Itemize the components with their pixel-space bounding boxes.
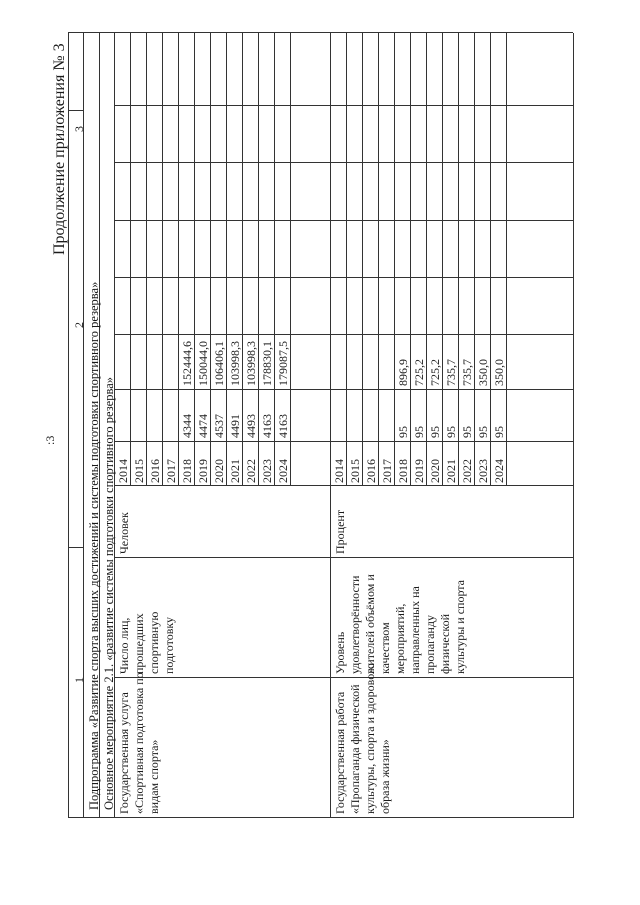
value-cell: 4344	[180, 414, 194, 438]
table-border-left	[68, 817, 573, 818]
col-line-extra	[330, 162, 573, 163]
table-border-top	[68, 33, 69, 818]
col-line-unit	[330, 557, 573, 558]
indicator-name-line: качеством	[378, 622, 392, 674]
col-line-indicator	[114, 677, 330, 678]
indicator-name-line: Уровень	[333, 631, 347, 674]
value-cell: 95	[492, 426, 506, 438]
year-cell: 2023	[476, 459, 490, 483]
year-row-line	[490, 33, 491, 486]
column-number-2: 2	[72, 322, 86, 328]
finance-cell: 350,0	[492, 359, 506, 386]
col-line-extra	[330, 220, 573, 221]
year-cell: 2014	[116, 459, 130, 483]
year-row-line	[426, 33, 427, 486]
value-cell: 4163	[276, 414, 290, 438]
year-cell: 2019	[196, 459, 210, 483]
year-cell: 2023	[260, 459, 274, 483]
header-row-line	[83, 33, 84, 818]
finance-cell: 106406,1	[212, 341, 226, 386]
year-row-line	[410, 33, 411, 486]
year-row-line	[162, 33, 163, 486]
finance-cell: 350,0	[476, 359, 490, 386]
finance-cell: 150044,0	[196, 341, 210, 386]
indicator-name-line: прошедших	[132, 613, 146, 674]
finance-cell: 179087,5	[276, 341, 290, 386]
year-row-line	[194, 33, 195, 486]
year-row-line	[146, 33, 147, 486]
indicator-name-line: спортивную	[147, 611, 161, 674]
year-row-line	[258, 33, 259, 486]
year-cell: 2017	[164, 459, 178, 483]
finance-cell: 735,7	[444, 359, 458, 386]
finance-cell: 103998,3	[244, 341, 258, 386]
indicator-name-line: жителей объёмом и	[363, 574, 377, 674]
column-number-1: 1	[72, 677, 86, 683]
value-cell: 95	[444, 426, 458, 438]
finance-cell: 725,2	[428, 359, 442, 386]
header-col-sep	[68, 110, 83, 111]
year-row-line	[130, 33, 131, 486]
indicator-name-line: мероприятий,	[393, 603, 407, 674]
col-line-extra	[330, 334, 573, 335]
service-name-line: «Пропаганда физической	[348, 684, 362, 814]
col-line-finance	[330, 389, 573, 390]
year-cell: 2021	[228, 459, 242, 483]
year-row-line	[378, 33, 379, 486]
table-border-right	[68, 32, 573, 33]
subprogram-title: Подпрограмма «Развитие спорта высших достижений и системы подготовки спортивного резерва»	[87, 281, 101, 810]
year-cell: 2018	[180, 459, 194, 483]
indicator-name-line: пропаганду	[423, 615, 437, 674]
value-cell: 95	[476, 426, 490, 438]
value-cell: 95	[428, 426, 442, 438]
value-cell: 95	[460, 426, 474, 438]
year-row-line	[362, 33, 363, 486]
year-cell: 2014	[332, 459, 346, 483]
finance-cell: 152444,6	[180, 341, 194, 386]
indicator-name-line: удовлетворённости	[348, 575, 362, 674]
service-name-line: образа жизни»	[378, 739, 392, 814]
year-row-line	[506, 33, 507, 486]
service-name-line: Государственная услуга	[117, 692, 131, 814]
col-line-value	[330, 441, 573, 442]
year-row-line	[210, 33, 211, 486]
year-row-line	[242, 33, 243, 486]
year-row-line	[226, 33, 227, 486]
year-row-line	[274, 33, 275, 486]
service-name-line: «Спортивная подготовка по	[132, 672, 146, 814]
continuation-title: Продолжение приложения № 3	[51, 43, 68, 255]
table-border-bottom	[573, 33, 574, 818]
value-cell: 4163	[260, 414, 274, 438]
indicator-name-line: физической	[438, 614, 452, 674]
year-cell: 2020	[428, 459, 442, 483]
year-row-line	[394, 33, 395, 486]
service-name-line: Государственная работа	[333, 691, 347, 814]
year-cell: 2021	[444, 459, 458, 483]
column-number-3: 3	[72, 126, 86, 132]
finance-cell: 735,7	[460, 359, 474, 386]
year-cell: 2024	[276, 459, 290, 483]
indicator-name-line: подготовку	[162, 616, 176, 674]
year-cell: 2024	[492, 459, 506, 483]
year-row-line	[474, 33, 475, 486]
value-cell: 4493	[244, 414, 258, 438]
year-row-line	[178, 33, 179, 486]
unit-label: Человек	[117, 512, 131, 554]
year-cell: 2016	[364, 459, 378, 483]
value-cell: 4474	[196, 414, 210, 438]
service-name-line: культуры, спорта и здорового	[363, 663, 377, 814]
indicator-name-line: культуры и спорта	[453, 579, 467, 674]
finance-cell: 725,2	[412, 359, 426, 386]
value-cell: 95	[412, 426, 426, 438]
year-cell: 2020	[212, 459, 226, 483]
col-line-year	[330, 485, 573, 486]
col-line-extra	[330, 277, 573, 278]
value-cell: 4491	[228, 414, 242, 438]
finance-cell: 103998,3	[228, 341, 242, 386]
year-row-line	[346, 33, 347, 486]
block-separator	[330, 33, 331, 818]
value-cell: 95	[396, 426, 410, 438]
year-cell: 2022	[244, 459, 258, 483]
value-cell: 4537	[212, 414, 226, 438]
col-line-unit	[114, 557, 330, 558]
year-cell: 2022	[460, 459, 474, 483]
header-col-sep	[68, 547, 83, 548]
finance-cell: 178830,1	[260, 341, 274, 386]
year-cell: 2015	[132, 459, 146, 483]
page-number: :3	[43, 435, 57, 445]
year-cell: 2016	[148, 459, 162, 483]
indicator-name-line: направленных на	[408, 586, 422, 674]
main-table	[68, 33, 573, 818]
year-cell: 2015	[348, 459, 362, 483]
year-cell: 2019	[412, 459, 426, 483]
year-row-line	[458, 33, 459, 486]
year-cell: 2018	[396, 459, 410, 483]
col-line-extra	[330, 105, 573, 106]
year-cell: 2017	[380, 459, 394, 483]
unit-label: Процент	[333, 509, 347, 554]
indicator-name-line: Число лиц,	[117, 617, 131, 674]
finance-cell: 896,9	[396, 359, 410, 386]
service-name-line: видам спорта»	[147, 739, 161, 814]
event-title: Основное мероприятие 2.1. «развитие системы подготовки спортивного резерва»	[102, 376, 116, 810]
year-row-line	[290, 33, 291, 486]
year-row-line	[442, 33, 443, 486]
